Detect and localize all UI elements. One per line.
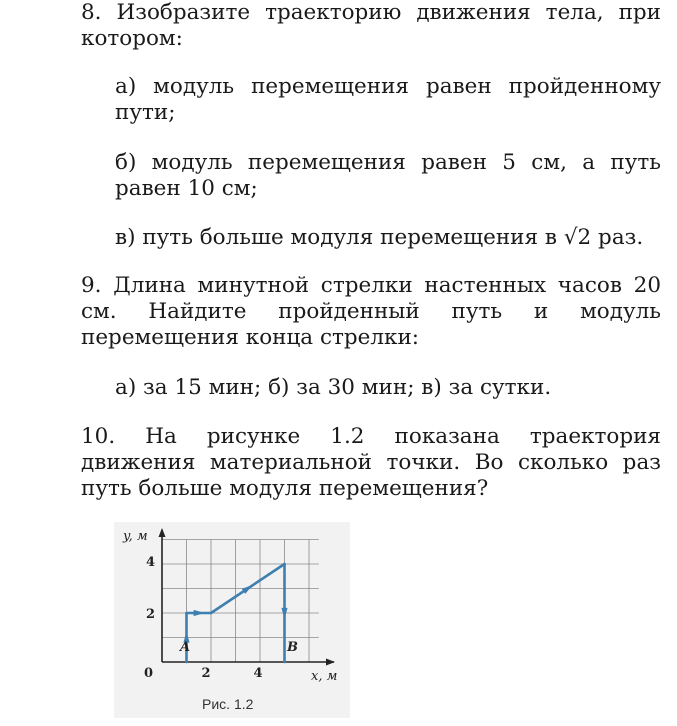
figure-1-2 [114,522,350,718]
y-tick-4: 4 [146,555,156,570]
problem-8-intro: 8. Изобразите траекторию движения тела, при котором: [81,0,661,51]
origin-label: 0 [144,666,154,681]
y-axis-arrow [159,528,166,537]
x-tick-4: 4 [253,666,263,681]
x-axis-label: x, м [311,669,338,684]
problem-9-parts: а) за 15 мин; б) за 30 мин; в) за сутки. [115,375,552,400]
point-b-label: B [287,640,298,655]
problem-9-intro: 9. Длина минутной стрелки настенных часов 20 см. Найдите пройденный путь и модуль перемещения конца стрелки: [81,273,661,350]
problem-8-c: в) путь больше модуля перемещения в √2 раз. [115,225,644,250]
trajectory-graph [114,522,350,718]
problem-10-intro: 10. На рисунке 1.2 показана траектория движения материальной точки. Во сколько раз путь больше модуля перемещения? [81,424,661,501]
problem-8-a: а) модуль перемещения равен пройденному пути; [115,74,661,125]
y-tick-2: 2 [146,607,156,622]
x-axis-arrow [326,659,335,666]
problem-8-b: б) модуль перемещения равен 5 см, а путь равен 10 см; [115,150,661,201]
point-a-label: A [180,640,191,655]
x-tick-2: 2 [201,666,211,681]
y-axis-label: y, м [123,529,148,544]
trajectory-direction-arrow [194,610,205,616]
trajectory-direction-arrow [281,608,287,619]
figure-caption: Рис. 1.2 [202,696,254,712]
